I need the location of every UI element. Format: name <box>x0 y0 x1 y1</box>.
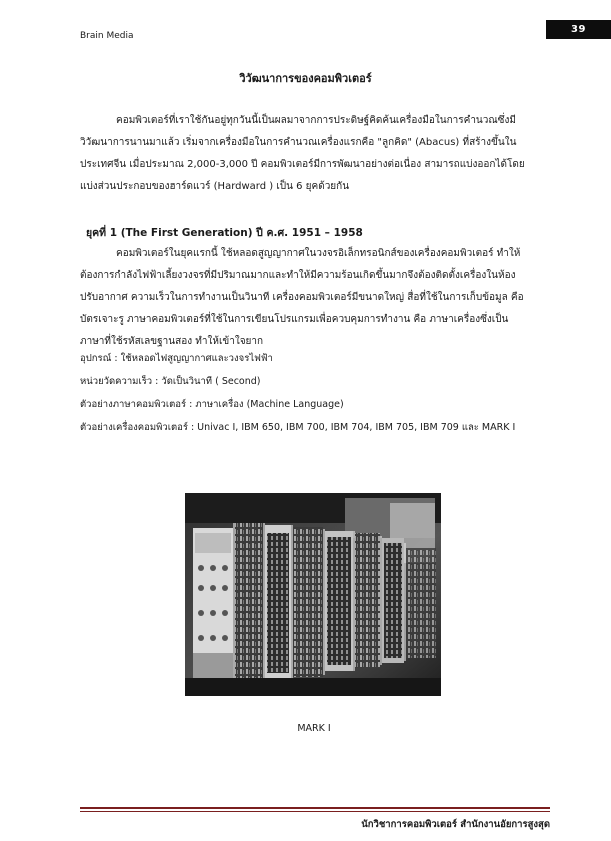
generation-paragraph <box>80 243 550 353</box>
generation-line: ต้องการกำลังไฟฟ้าเลี้ยงวงจรที่มีปริมาณมากและทำให้มีความร้อนเกิดขึ้นมากจึงต้องติดตั้งเครื่องในห้อง <box>80 270 516 281</box>
intro-line: คอมพิวเตอร์ที่เราใช้กันอยู่ทุกวันนี้เป็นผลมาจากการประดิษฐ์คิดค้นเครื่องมือในการคำนวณซึ่งมี <box>116 115 516 126</box>
spec-speed-unit: หน่วยวัดความเร็ว : วัดเป็นวินาที ( Second) <box>80 376 261 387</box>
spec-device: อุปกรณ์ : ใช้หลอดไฟสูญญากาศและวงจรไฟฟ้า <box>80 353 273 364</box>
page-title: วิวัฒนาการของคอมพิวเตอร์ <box>239 72 372 85</box>
page-number-badge: 39 <box>546 20 611 39</box>
intro-line: วิวัฒนาการนานมาแล้ว เริ่มจากเครื่องมือในการคำนวณเครื่องแรกคือ "ลูกคิด" (Abacus) ที่สร้างขึ้นใน <box>80 137 517 148</box>
intro-line: ประเทศจีน เมื่อประมาณ 2,000-3,000 ปี คอมพิวเตอร์มีการพัฒนาอย่างต่อเนื่อง สามารถแบ่งออกได้โดย <box>80 159 525 170</box>
photo-caption: MARK I <box>297 723 331 734</box>
mark-i-photo <box>185 493 441 696</box>
generation-line: คอมพิวเตอร์ในยุคแรกนี้ ใช้หลอดสูญญากาศในวงจรอิเล็กทรอนิกส์ของเครื่องคอมพิวเตอร์ ทำให้ <box>116 248 521 259</box>
generation-heading: ยุคที่ 1 (The First Generation) ปี ค.ศ. 1951 – 1958 <box>86 227 363 239</box>
mark-i-computer-image <box>185 493 441 696</box>
generation-line: บัตรเจาะรู ภาษาคอมพิวเตอร์ที่ใช้ในการเขียนโปรแกรมเพื่อควบคุมการทำงาน คือ ภาษาเครื่องซึ่งเป็น <box>80 314 509 325</box>
footer-text: นักวิชาการคอมพิวเตอร์ สำนักงานอัยการสูงสุด <box>361 819 550 830</box>
spec-language: ตัวอย่างภาษาคอมพิวเตอร์ : ภาษาเครื่อง (Machine Language) <box>80 399 344 410</box>
intro-paragraph <box>80 110 550 198</box>
generation-line: ภาษาที่ใช้รหัสเลขฐานสอง ทำให้เข้าใจยาก <box>80 336 264 347</box>
intro-line: แบ่งส่วนประกอบของฮาร์ดแวร์ (Hardward ) เป็น 6 ยุคด้วยกัน <box>80 181 350 192</box>
specs-list <box>80 347 515 439</box>
generation-line: ปรับอากาศ ความเร็วในการทำงานเป็นวินาที เครื่องคอมพิวเตอร์มีขนาดใหญ่ สื่อที่ใช้ในการเก็บข้อมูล คือ <box>80 292 524 303</box>
publisher-label: Brain Media <box>80 31 134 41</box>
spec-examples: ตัวอย่างเครื่องคอมพิวเตอร์ : Univac I, IBM 650, IBM 700, IBM 704, IBM 705, IBM 709 และ MARK I <box>80 422 516 433</box>
footer-rule-thin <box>80 811 550 812</box>
footer-rule-thick <box>80 807 550 809</box>
